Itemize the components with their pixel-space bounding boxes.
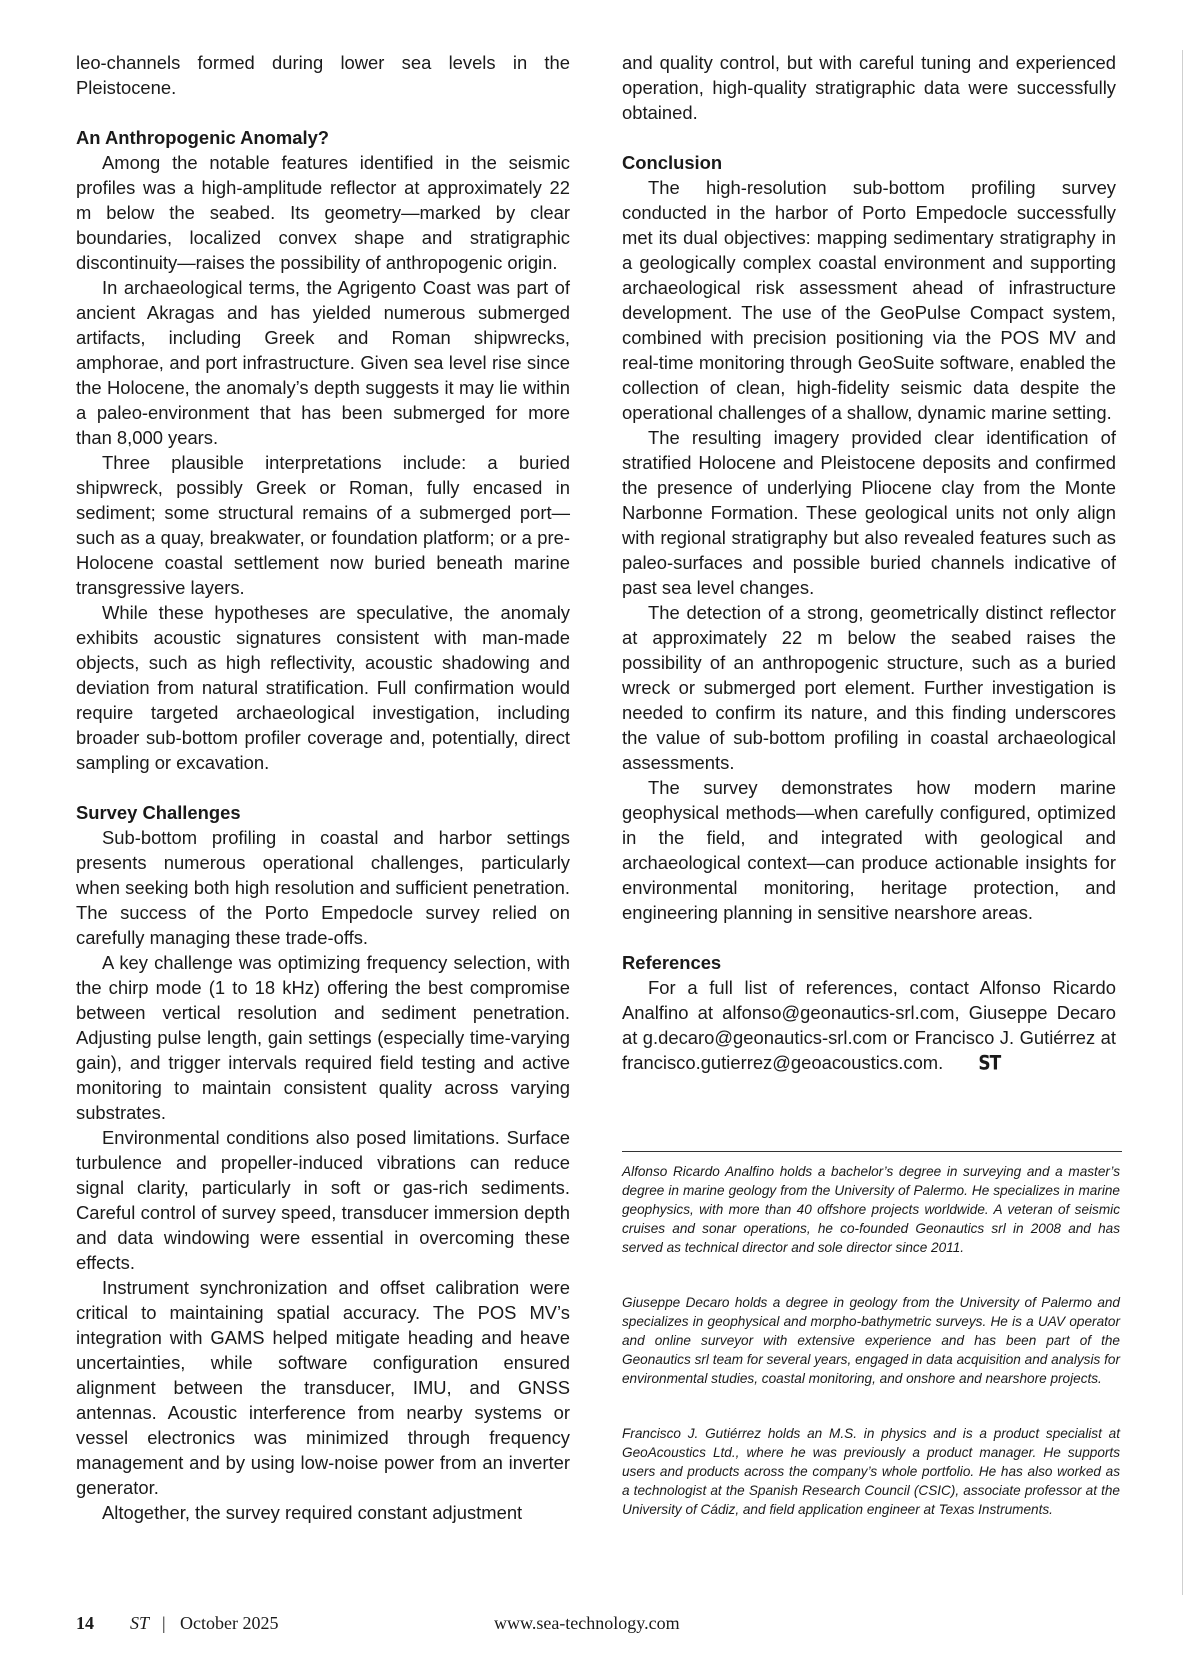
st-end-mark-logo: ST (978, 1052, 1001, 1076)
website-link[interactable]: www.sea-technology.com (494, 1613, 680, 1633)
section-heading: An Anthropogenic Anomaly? (76, 127, 330, 148)
issue-date: October 2025 (180, 1613, 279, 1633)
section-heading: Survey Challenges (76, 802, 241, 823)
author-bio: Alfonso Ricardo Analfino holds a bachelor’s degree in surveying and a master’s degree in marine geology from the University of Palermo. He specializes in marine geophysics, with more than 40 offshore projects worldwide. A veteran of seismic cruises and sonar operations, he co-founded Geonautics srl in 2008 and has served as technical director and sole director since 2011. (622, 1164, 1120, 1255)
right-column (622, 50, 1116, 1077)
paragraph: The detection of a strong, geometrically distinct reflector at approximately 22 m below the seabed raises the possibility of an anthropogenic structure, such as a buried wreck or submerged port element. Further investigation is needed to confirm its nature, and this finding underscores the value of sub-bottom profiling in coastal archaeological assessments. (622, 602, 1116, 773)
paragraph: Among the notable features identified in the seismic profiles was a high-amplitude reflector at approximately 22 m below the seabed. Its geometry—marked by clear boundaries, localized convex shape and stratigraphic discontinuity—raises the possibility of anthropogenic origin. (76, 152, 570, 273)
magazine-name: ST (130, 1613, 150, 1633)
author-bio: Francisco J. Gutiérrez holds an M.S. in physics and is a product specialist at GeoAcoustics Ltd., where he was previously a product manager. He supports users and products across the company’s whole portfolio. He has also worked as a technologist at the Spanish Research Council (CSIC), associate professor at the University of Cádiz, and field application engineer at Texas Instruments. (622, 1426, 1120, 1517)
paragraph: Altogether, the survey required constant adjustment (102, 1502, 523, 1523)
paragraph: Three plausible interpretations include: a buried shipwreck, possibly Greek or Roman, fully encased in sediment; some structural remains of a submerged port—such as a quay, breakwater, or foundation platform; or a pre-Holocene coastal settlement now buried beneath marine transgressive layers. (76, 452, 570, 598)
paragraph: A key challenge was optimizing frequency selection, with the chirp mode (1 to 18 kHz) offering the best compromise between vertical resolution and sediment penetration. Adjusting pulse length, gain settings (especially time-varying gain), and trigger intervals required field testing and active monitoring to maintain consistent quality across varying substrates. (76, 952, 570, 1123)
paragraph: Environmental conditions also posed limitations. Surface turbulence and propeller-induced vibrations can reduce signal clarity, particularly in soft or gas-rich sediments. Careful control of survey speed, transducer immersion depth and data windowing were essential in overcoming these effects. (76, 1127, 570, 1273)
page-number: 14 (76, 1613, 94, 1633)
paragraph: In archaeological terms, the Agrigento Coast was part of ancient Akragas and has yielded numerous submerged artifacts, including Greek and Roman shipwrecks, amphorae, and port infrastructure. Given sea level rise since the Holocene, the anomaly’s depth suggests it may lie within a paleo-environment that has been submerged for more than 8,000 years. (76, 277, 570, 448)
references-text: For a full list of references, contact Alfonso Ricardo Analfino at alfonso@geonautics-srl.com, Giuseppe Decaro at g.decaro@geonautics-srl.com or Francisco J. Gutiérrez at francisco.gutierrez@geoacoustics.com. (622, 977, 1116, 1073)
page-footer (76, 1613, 1176, 1637)
section-heading: References (622, 952, 722, 973)
section-heading: Conclusion (622, 152, 723, 173)
paragraph: The resulting imagery provided clear identification of stratified Holocene and Pleistocene deposits and confirmed the presence of underlying Pliocene clay from the Monte Narbonne Formation. These geological units not only align with regional stratigraphy but also revealed features such as paleo-surfaces and possible buried channels indicative of past sea level changes. (622, 427, 1116, 598)
paragraph: While these hypotheses are speculative, the anomaly exhibits acoustic signatures consistent with man-made objects, such as high reflectivity, acoustic shadowing and deviation from natural stratification. Full confirmation would require targeted archaeological investigation, including broader sub-bottom profiler coverage and, potentially, direct sampling or excavation. (76, 602, 570, 773)
paragraph: The survey demonstrates how modern marine geophysical methods—when carefully configured, optimized in the field, and integrated with geological and archaeological context—can produce actionable insights for environmental monitoring, heritage protection, and engineering planning in sensitive nearshore areas. (622, 777, 1116, 923)
bio-divider (622, 1151, 1122, 1152)
author-bio: Giuseppe Decaro holds a degree in geology from the University of Palermo and specializes in geophysical and morpho-bathymetric surveys. He is a UAV operator and online surveyor with extensive experience and has been part of the Geonautics srl team for several years, engaged in data acquisition and analysis for environmental studies, coastal monitoring, and onshore and nearshore projects. (622, 1295, 1120, 1386)
references-paragraph (622, 975, 1116, 1077)
paragraph: leo-channels formed during lower sea levels in the Pleistocene. (76, 52, 570, 98)
margin-rule (1182, 50, 1183, 1595)
paragraph: Instrument synchronization and offset calibration were critical to maintaining spatial accuracy. The POS MV’s integration with GAMS helped mitigate heading and heave uncertainties, while software configuration ensured alignment between the transducer, IMU, and GNSS antennas. Acoustic interference from nearby systems or vessel electronics was minimized through frequency management and by using low-noise power from an inverter generator. (76, 1277, 570, 1498)
paragraph: Sub-bottom profiling in coastal and harbor settings presents numerous operational challenges, particularly when seeking both high resolution and sufficient penetration. The success of the Porto Empedocle survey relied on carefully managing these trade-offs. (76, 827, 570, 948)
footer-separator: | (162, 1613, 166, 1633)
left-column (76, 50, 570, 1525)
paragraph: The high-resolution sub-bottom profiling survey conducted in the harbor of Porto Empedocle successfully met its dual objectives: mapping sedimentary stratigraphy in a geologically complex coastal environment and supporting archaeological risk assessment ahead of infrastructure development. The use of the GeoPulse Compact system, combined with precision positioning via the POS MV and real-time monitoring through GeoSuite software, enabled the collection of clean, high-fidelity seismic data despite the operational challenges of a shallow, dynamic marine setting. (622, 177, 1116, 423)
paragraph: and quality control, but with careful tuning and experienced operation, high-quality stratigraphic data were successfully obtained. (622, 52, 1116, 123)
author-bios (622, 1162, 1120, 1555)
